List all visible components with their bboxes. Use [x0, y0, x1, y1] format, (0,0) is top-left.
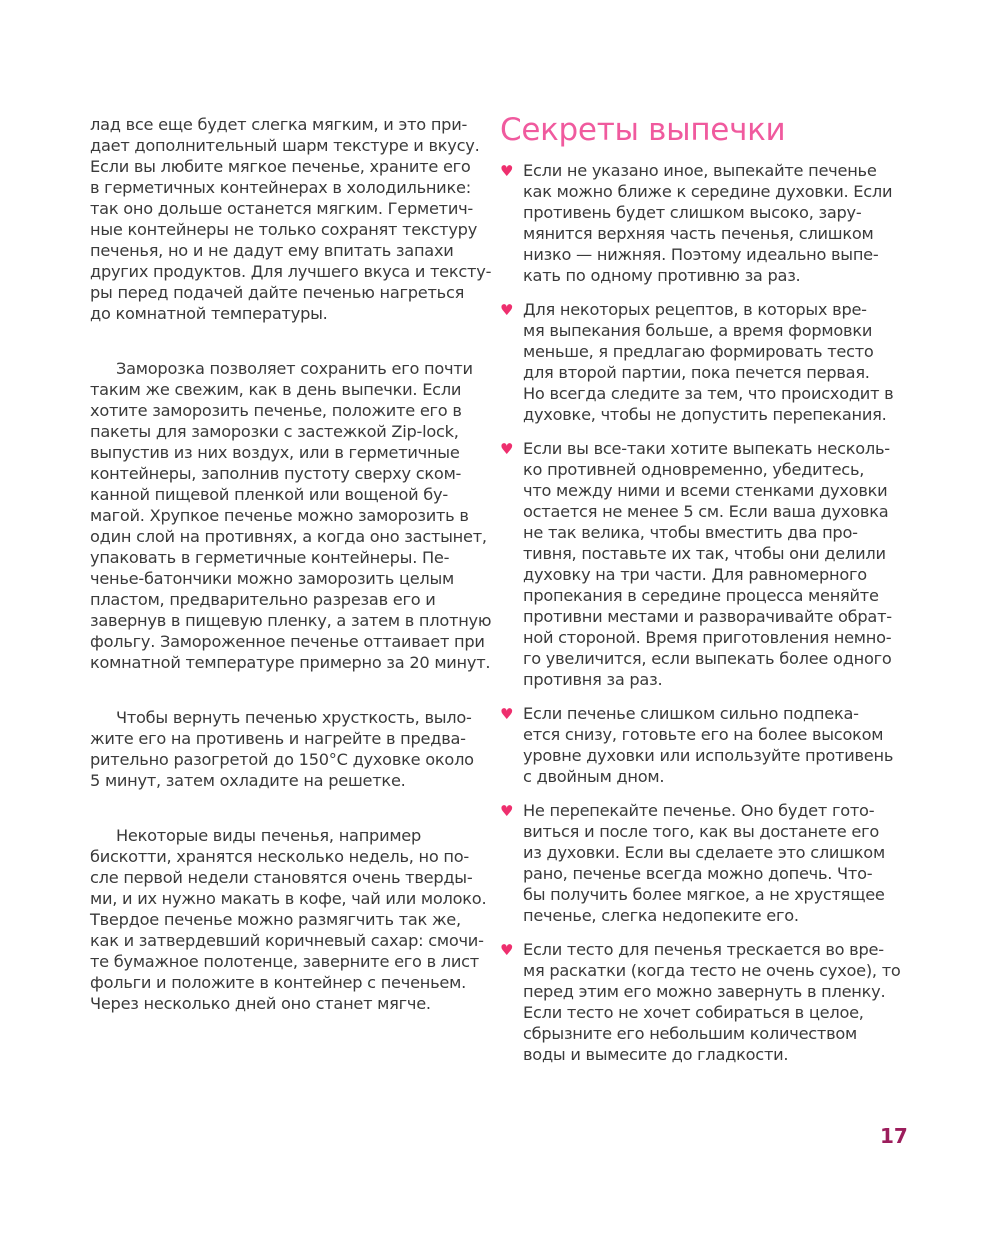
text-line: ми, и их нужно макать в кофе, чай или молоко. — [90, 889, 487, 908]
text-line: завернув в пищевую пленку, а затем в плотную — [90, 611, 492, 630]
text-line: до комнатной температуры. — [90, 304, 328, 323]
text-line: 5 минут, затем охладите на решетке. — [90, 771, 406, 790]
text-line: выпустив из них воздух, или в герметичные — [90, 443, 460, 462]
text-line: противень будет слишком высоко, зару- — [523, 203, 862, 222]
text-line: из духовки. Если вы сделаете это слишком — [523, 843, 885, 862]
text-line: го увеличится, если выпекать более одного — [523, 649, 892, 668]
text-line: пакеты для заморозки с застежкой Zip-lock, — [90, 422, 459, 441]
left-column — [90, 114, 490, 1048]
text-line: Но всегда следите за тем, что происходит в — [523, 384, 894, 403]
text-line: Если вы все-таки хотите выпекать несколь- — [523, 439, 890, 458]
text-line: Если вы любите мягкое печенье, храните его — [90, 157, 471, 176]
text-line: кать по одному противню за раз. — [523, 266, 801, 285]
text-line: те бумажное полотенце, заверните его в лист — [90, 952, 479, 971]
tip-item — [500, 800, 920, 926]
text-line: Если тесто не хочет собираться в целое, — [523, 1003, 864, 1022]
right-column — [500, 110, 920, 1078]
text-line: Если не указано иное, выпекайте печенье — [523, 161, 877, 180]
text-line: что между ними и всеми стенками духовки — [523, 481, 888, 500]
tip-item — [500, 160, 920, 286]
tip-item — [500, 438, 920, 690]
text-line: в герметичных контейнерах в холодильнике: — [90, 178, 471, 197]
text-line: канной пищевой пленкой или вощеной бу- — [90, 485, 448, 504]
text-line: так оно дольше останется мягким. Герметич- — [90, 199, 474, 218]
tips-list — [500, 160, 920, 1065]
text-line: уровне духовки или используйте противень — [523, 746, 894, 765]
section-title: Секреты выпечки — [500, 112, 786, 148]
text-line: печенье, слегка недопеките его. — [523, 906, 799, 925]
text-line: перед этим его можно завернуть в пленку. — [523, 982, 886, 1001]
text-line: ры перед подачей дайте печенью нагреться — [90, 283, 465, 302]
heart-icon: ♥ — [500, 802, 514, 820]
text-line: не так велика, чтобы вместить два про- — [523, 523, 858, 542]
text-line: противня за раз. — [523, 670, 663, 689]
heart-icon: ♥ — [500, 705, 514, 723]
text-line: рано, печенье всегда можно допечь. Что- — [523, 864, 873, 883]
text-line: Чтобы вернуть печенью хрусткость, выло- — [116, 708, 472, 727]
text-line: ные контейнеры не только сохранят текстуру — [90, 220, 478, 239]
paragraph — [90, 707, 490, 791]
text-line: хотите заморозить печенье, положите его в — [90, 401, 462, 420]
text-line: низко — нижняя. Поэтому идеально выпе- — [523, 245, 879, 264]
text-line: бискотти, хранятся несколько недель, но по- — [90, 847, 469, 866]
text-line: лад все еще будет слегка мягким, и это при- — [90, 115, 468, 134]
text-line: ной стороной. Время приготовления немно- — [523, 628, 892, 647]
heart-icon: ♥ — [500, 941, 514, 959]
text-line: мя выпекания больше, а время формовки — [523, 321, 873, 340]
text-line: бы получить более мягкое, а не хрустящее — [523, 885, 885, 904]
paragraph — [90, 825, 490, 1014]
text-line: меньше, я предлагаю формировать тесто — [523, 342, 874, 361]
tip-item — [500, 299, 920, 425]
text-line: таким же свежим, как в день выпечки. Если — [90, 380, 462, 399]
text-line: с двойным дном. — [523, 767, 665, 786]
text-line: рительно разогретой до 150°С духовке около — [90, 750, 474, 769]
text-line: комнатной температуре примерно за 20 минут. — [90, 653, 491, 672]
text-line: противни местами и разворачивайте обрат- — [523, 607, 892, 626]
text-line: контейнеры, заполнив пустоту сверху ском- — [90, 464, 462, 483]
text-line: пластом, предварительно разрезав его и — [90, 590, 436, 609]
text-line: печенья, но и не дадут ему впитать запахи — [90, 241, 454, 260]
text-line: для второй партии, пока печется первая. — [523, 363, 870, 382]
text-line: фольги и положите в контейнер с печеньем. — [90, 973, 466, 992]
text-line: ко противней одновременно, убедитесь, — [523, 460, 865, 479]
text-line: Если печенье слишком сильно подпека- — [523, 704, 859, 723]
text-line: сле первой недели становятся очень тверды- — [90, 868, 473, 887]
heart-icon: ♥ — [500, 162, 514, 180]
text-line: дает дополнительный шарм текстуре и вкусу. — [90, 136, 480, 155]
page-number: 17 — [880, 1124, 908, 1148]
text-line: других продуктов. Для лучшего вкуса и тексту- — [90, 262, 492, 281]
text-line: Не перепекайте печенье. Оно будет гото- — [523, 801, 875, 820]
text-line: воды и вымесите до гладкости. — [523, 1045, 789, 1064]
text-line: Для некоторых рецептов, в которых вре- — [523, 300, 867, 319]
text-line: Через несколько дней оно станет мягче. — [90, 994, 431, 1013]
text-line: тивня, поставьте их так, чтобы они делили — [523, 544, 886, 563]
text-line: магой. Хрупкое печенье можно заморозить в — [90, 506, 469, 525]
text-line: Если тесто для печенья трескается во вре- — [523, 940, 884, 959]
text-line: Некоторые виды печенья, например — [116, 826, 422, 845]
text-line: Заморозка позволяет сохранить его почти — [116, 359, 473, 378]
text-line: духовке, чтобы не допустить перепекания. — [523, 405, 887, 424]
text-line: духовку на три части. Для равномерного — [523, 565, 867, 584]
heart-icon: ♥ — [500, 440, 514, 458]
text-line: один слой на противнях, а когда оно застынет, — [90, 527, 487, 546]
paragraph — [90, 114, 490, 324]
text-line: ется снизу, готовьте его на более высоком — [523, 725, 884, 744]
tip-item — [500, 939, 920, 1065]
text-line: фольгу. Замороженное печенье оттаивает при — [90, 632, 485, 651]
text-line: как и затвердевший коричневый сахар: смочи- — [90, 931, 484, 950]
text-line: сбрызните его небольшим количеством — [523, 1024, 858, 1043]
heart-icon: ♥ — [500, 301, 514, 319]
text-line: мянится верхняя часть печенья, слишком — [523, 224, 874, 243]
text-line: ченье-батончики можно заморозить целым — [90, 569, 455, 588]
paragraph — [90, 358, 490, 673]
text-line: мя раскатки (когда тесто не очень сухое), то — [523, 961, 901, 980]
text-line: жите его на противень и нагрейте в предва- — [90, 729, 466, 748]
text-line: упаковать в герметичные контейнеры. Пе- — [90, 548, 450, 567]
text-line: пропекания в середине процесса меняйте — [523, 586, 879, 605]
text-line: Твердое печенье можно размягчить так же, — [90, 910, 461, 929]
text-line: остается не менее 5 см. Если ваша духовка — [523, 502, 889, 521]
tip-item — [500, 703, 920, 787]
text-line: как можно ближе к середине духовки. Если — [523, 182, 893, 201]
text-line: виться и после того, как вы достанете его — [523, 822, 879, 841]
